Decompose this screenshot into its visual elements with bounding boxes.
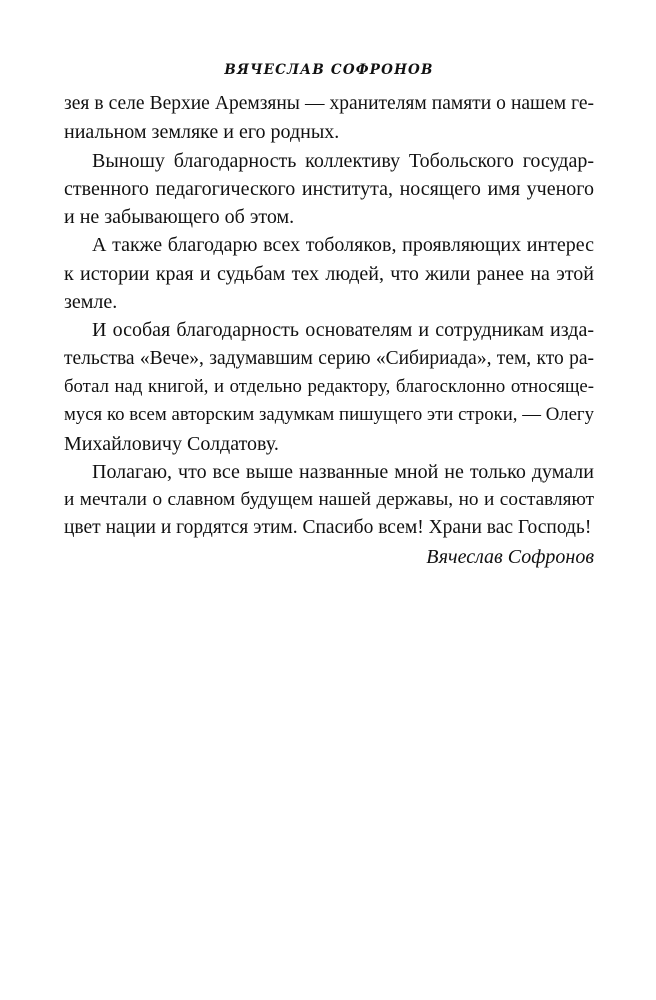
text-line: Выношу благодарность коллективу Тобольского государ- <box>92 149 594 172</box>
text-line: ниальном земляке и его родных. <box>64 121 340 144</box>
text-line: И особая благодарность основателям и сотрудникам изда- <box>92 319 594 342</box>
text-line: и не забывающего об этом. <box>64 206 295 229</box>
text-line: и мечтали о славном будущем нашей державы, но и составляют <box>64 489 594 511</box>
text-line: А также благодарю всех тоболяков, проявляющих интерес <box>92 234 594 257</box>
text-line: ственного педагогического института, носящего имя ученого <box>64 177 594 200</box>
text-line: ботал над книгой, и отдельно редактору, благосклонно относяще- <box>64 375 594 397</box>
text-line: тельства «Вече», задумавшим серию «Сибириада», тем, кто ра- <box>64 347 594 369</box>
book-page <box>64 0 594 1000</box>
text-line: цвет нации и гордятся этим. Спасибо всем! Храни вас Господь! <box>64 517 592 539</box>
text-line: Полагаю, что все выше названные мной не только думали <box>92 460 594 483</box>
running-head: ВЯЧЕСЛАВ СОФРОНОВ <box>224 62 434 78</box>
body-text <box>64 90 594 571</box>
text-line: Михайловичу Солдатову. <box>64 432 279 455</box>
text-line: муся ко всем авторским задумкам пишущего эти строки, — Олегу <box>64 404 594 426</box>
author-signature: Вячеслав Софронов <box>426 545 594 568</box>
text-line: земле. <box>64 291 118 314</box>
text-line: к истории края и судьбам тех людей, что жили ранее на этой <box>64 262 594 285</box>
text-line: зея в селе Верхие Аремзяны — хранителям памяти о нашем ге- <box>64 93 594 114</box>
